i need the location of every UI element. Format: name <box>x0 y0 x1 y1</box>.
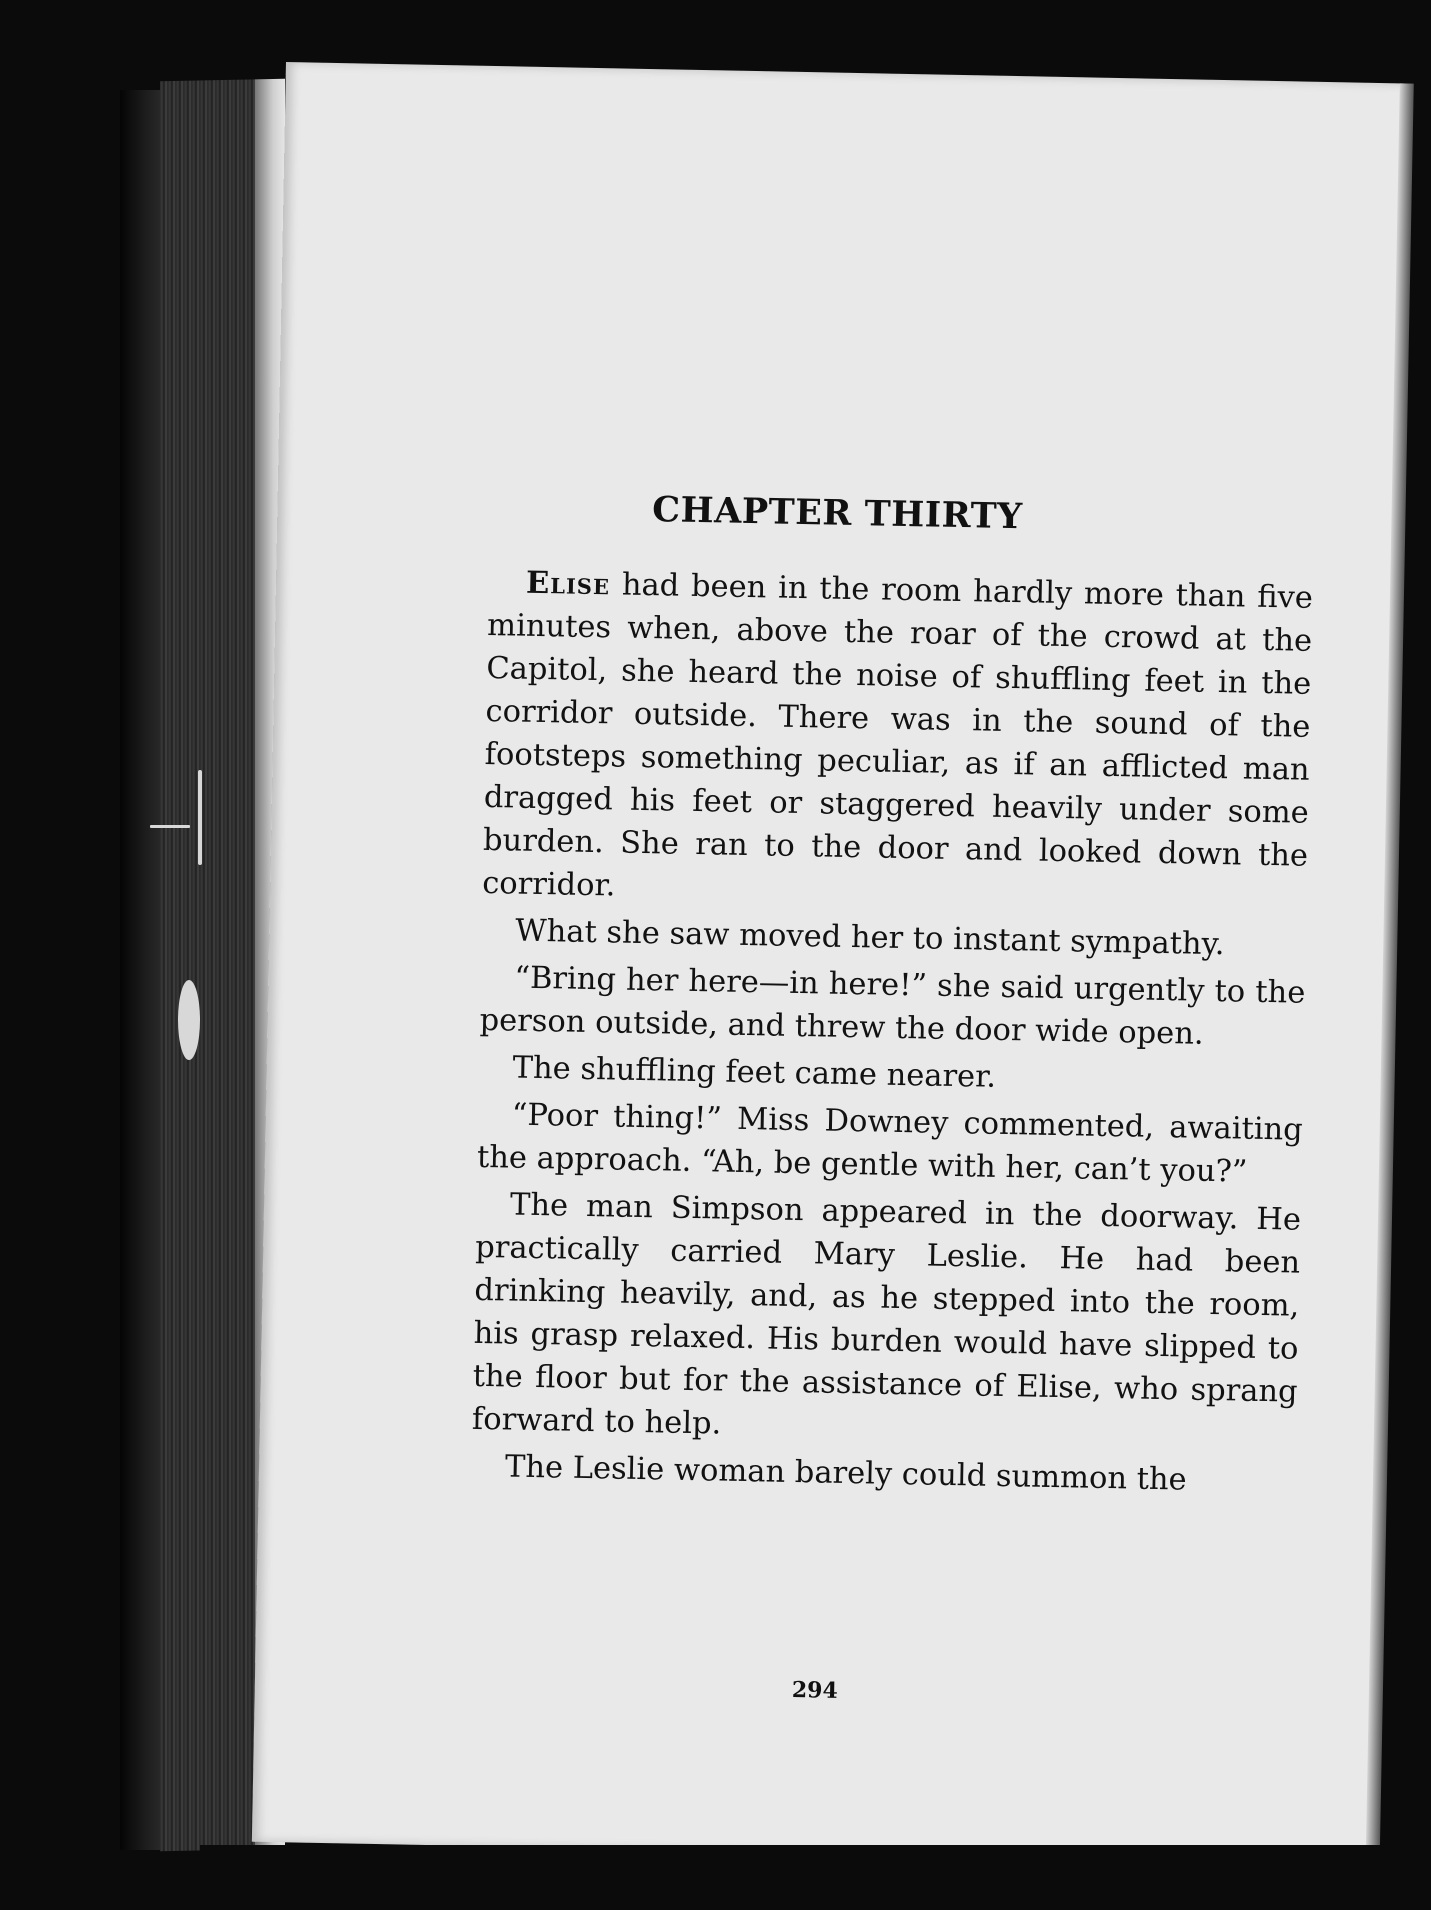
scan-fleck <box>198 770 202 865</box>
paragraph-5: “Poor thing!” Miss Downey commented, awaiting the approach. “Ah, be gentle with her, can’t you?” <box>476 1097 1304 1190</box>
paragraph-7: The Leslie woman barely could summon the <box>504 1449 1188 1498</box>
opening-word: Elise <box>525 564 611 603</box>
paragraph-4: The shuffling feet came nearer. <box>512 1050 997 1095</box>
scan-fleck <box>150 825 190 828</box>
paragraph-3: “Bring her here—in here!” she said urgently to the person outside, and threw the door wide open. <box>479 960 1306 1052</box>
page-number: 294 <box>791 1677 839 1704</box>
paragraph-6: The man Simpson appeared in the doorway. He practically carried Mary Leslie. He had been drinking heavily, and, as he stepped into the room, his grasp relaxed. His burden would have slipped to the floor but for the assistance of Elise, who sprang forward to help. <box>471 1187 1302 1442</box>
scan-bottom-border <box>200 1845 1431 1910</box>
scan-fleck <box>178 980 200 1060</box>
book-binding <box>120 90 165 1850</box>
book-page <box>252 62 1406 1863</box>
paragraph-1-text: had been in the room hardly more than five minutes when, above the roar of the crowd at the Capitol, she heard the noise of shuffling feet in the corridor outside. There was in the sound of the footsteps something peculiar, as if an afflicted man dragged his feet or staggered heavily under some burden. She ran to the door and looked down the corridor. <box>481 567 1314 904</box>
chapter-title: CHAPTER THIRTY <box>651 489 1023 538</box>
page-edge-shadow <box>1366 83 1414 1863</box>
paragraph-2: What she saw moved her to instant sympathy. <box>515 913 1225 963</box>
body-text <box>471 561 1314 1508</box>
paragraph-1 <box>482 561 1313 921</box>
